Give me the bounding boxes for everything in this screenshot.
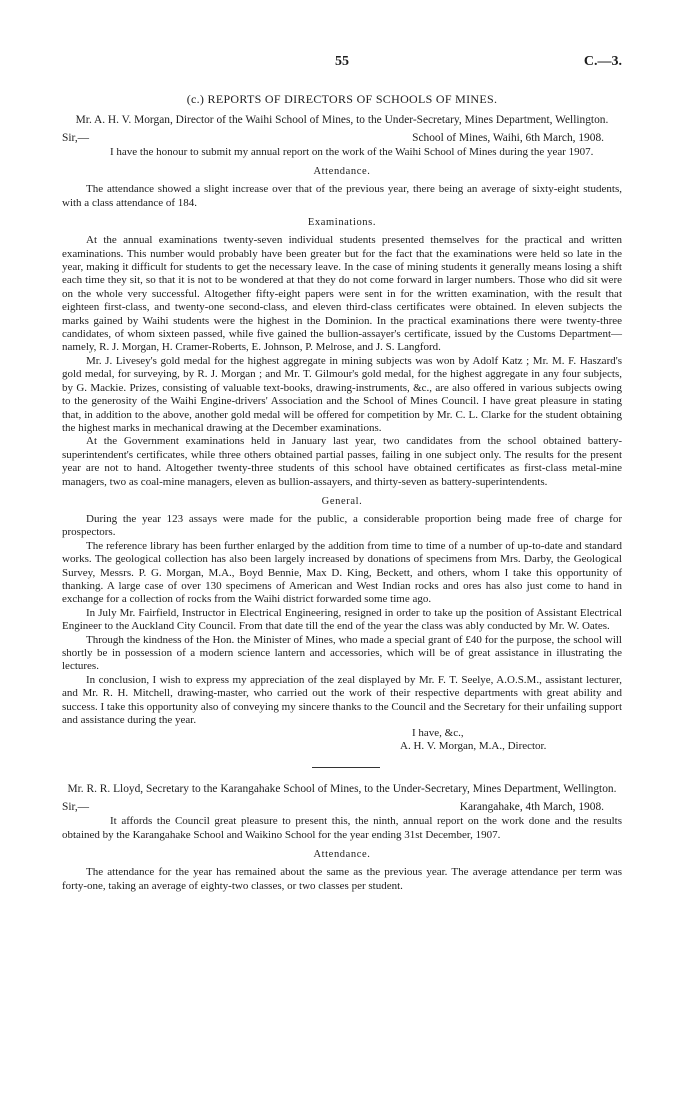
- page-header: [62, 0, 622, 72]
- section-title: (c.) REPORTS OF DIRECTORS OF SCHOOLS OF MINES.: [186, 92, 498, 106]
- letter-address: Mr. A. H. V. Morgan, Director of the Waihi School of Mines, to the Under-Secretary, Mines Department, Wellington.: [75, 114, 609, 126]
- examinations-paragraph: Mr. J. Livesey's gold medal for the highest aggregate in mining subjects was won by Adolf Katz ; Mr. M. F. Haszard's gold medal, for surveying, by R. J. Morgan ; and Mr. T. Gilmour's gold medal, for the highest aggregate in any four subjects, by G. Mackie. Prizes, consisting of valuable text-books, drawing-instruments, &c., are also offered in various subjects owing to the generosity of the Waihi Engine-drivers' Association and the School of Mines Council. I have great pleasure in stating that, in addition to the above, another gold medal will be offered for competition by Mr. C. L. Clarke for the student obtaining the highest marks in mechanical drawing at the December examinations.: [62, 354, 622, 434]
- general-paragraph: Through the kindness of the Hon. the Minister of Mines, who made a special grant of £40 for the purpose, the school will shortly be in possession of a modern science lantern and accessories, which will be of great assistance in illustrating the lectures.: [62, 633, 622, 673]
- document-page: [62, 0, 622, 893]
- signature: A. H. V. Morgan, M.A., Director.: [400, 740, 547, 753]
- general-paragraph: The reference library has been further enlarged by the addition from time to time of a number of up-to-date and standard works. The geological collection has also been largely increased by donations of specimens from Mrs. Darby, the Geological Survey, Messrs. P. G. Morgan, M.A., Boyd Bennie, Max D. King, Beckett, and others, whom I take this opportunity of thanking. A large case of over 130 specimens of American and West Indian rocks and ores has also just come to hand in exchange for a collection of rocks from the Waihi district forwarded some time ago.: [62, 539, 622, 606]
- letter-address: Mr. R. R. Lloyd, Secretary to the Karangahake School of Mines, to the Under-Secretary, Mines Department, Wellington.: [67, 783, 617, 796]
- salutation: Sir,—: [62, 132, 90, 144]
- general-heading: General.: [321, 495, 363, 507]
- place-date: School of Mines, Waihi, 6th March, 1908.: [412, 132, 604, 144]
- salutation-line: [62, 132, 622, 146]
- section-divider: [312, 767, 380, 768]
- letter-waihi: [62, 113, 622, 753]
- attendance-paragraph: The attendance for the year has remained about the same as the previous year. The average attendance per term was forty-one, taking an average of eighty-two classes, or two classes per student.: [62, 866, 622, 892]
- attendance-heading: Attendance.: [313, 849, 371, 861]
- examinations-paragraph: At the Government examinations held in January last year, two candidates from the school obtained battery-superintendent's certificates, while three others obtained partial passes, failing in one subject only. The results for the present year are not to hand. Altogether twenty-three students of this school have obtained certificates as first-class metal-mine managers, two as coal-mine managers, eleven as bullion-assayers, and thirty-seven as battery-superintendents.: [62, 435, 622, 488]
- letter-karangahake: [62, 782, 622, 893]
- closing: I have, &c.,: [412, 727, 464, 740]
- place-date: Karangahake, 4th March, 1908.: [459, 801, 604, 814]
- examinations-paragraph: At the annual examinations twenty-seven individual students presented themselves for the practical and written examinations. This number would probably have been greater but for the fact that the examinations were held so late in the year, making it difficult for students to get the necessary leave. In the case of mining students it generally means losing a shift each time they sit, so that it is not to be wondered at that they do not come forward in larger numbers. Those who did sit were on the whole very successful. Altogether fifty-eight papers were sent in for the written examination, with the result that eighteen first-class, and twenty-one second-class, and eleven third-class certificates were obtained. In eleven subjects the marks gained by Waihi students were the highest in the Dominion. In the practical examinations there were twenty-three candidates, of whom sixteen passed, while five gained the bullion-assayer's certificate, issued by the Customs Department—namely, R. J. Morgan, H. Cramer-Roberts, E. Johnson, P. Melrose, and J. S. Langford.: [62, 234, 622, 354]
- general-paragraph: In July Mr. Fairfield, Instructor in Electrical Engineering, resigned in order to take up the position of Assistant Electrical Engineer to the Auckland City Council. From that date till the end of the year the class was ably conducted by Mr. W. Oates.: [62, 606, 622, 633]
- general-paragraph: During the year 123 assays were made for the public, a considerable proportion being made free of charge for prospectors.: [62, 512, 622, 539]
- salutation: Sir,—: [62, 801, 90, 814]
- examinations-heading: Examinations.: [307, 217, 377, 229]
- attendance-paragraph: The attendance showed a slight increase over that of the previous year, there being an average of sixty-eight students, with a class attendance of 184.: [62, 183, 622, 209]
- salutation-line: [62, 801, 622, 815]
- document-code: C.—3.: [583, 54, 622, 69]
- page-number: 55: [335, 54, 349, 69]
- intro-paragraph: It affords the Council great pleasure to present this, the ninth, annual report on the work done and the results obtained by the Karangahake School and Waikino School for the year ending 31st December, 1907.: [62, 815, 622, 841]
- attendance-heading: Attendance.: [313, 166, 371, 178]
- intro-paragraph: I have the honour to submit my annual report on the work of the Waihi School of Mines during the year 1907.: [110, 146, 594, 158]
- general-paragraph: In conclusion, I wish to express my appreciation of the zeal displayed by Mr. F. T. Seelye, A.O.S.M., assistant lecturer, and Mr. R. H. Mitchell, drawing-master, who carried out the work of their respective departments with great ability and success. I take this opportunity also of conveying my sincere thanks to the Council and the Secretary for their unfailing support and assistance during the year.: [62, 673, 622, 727]
